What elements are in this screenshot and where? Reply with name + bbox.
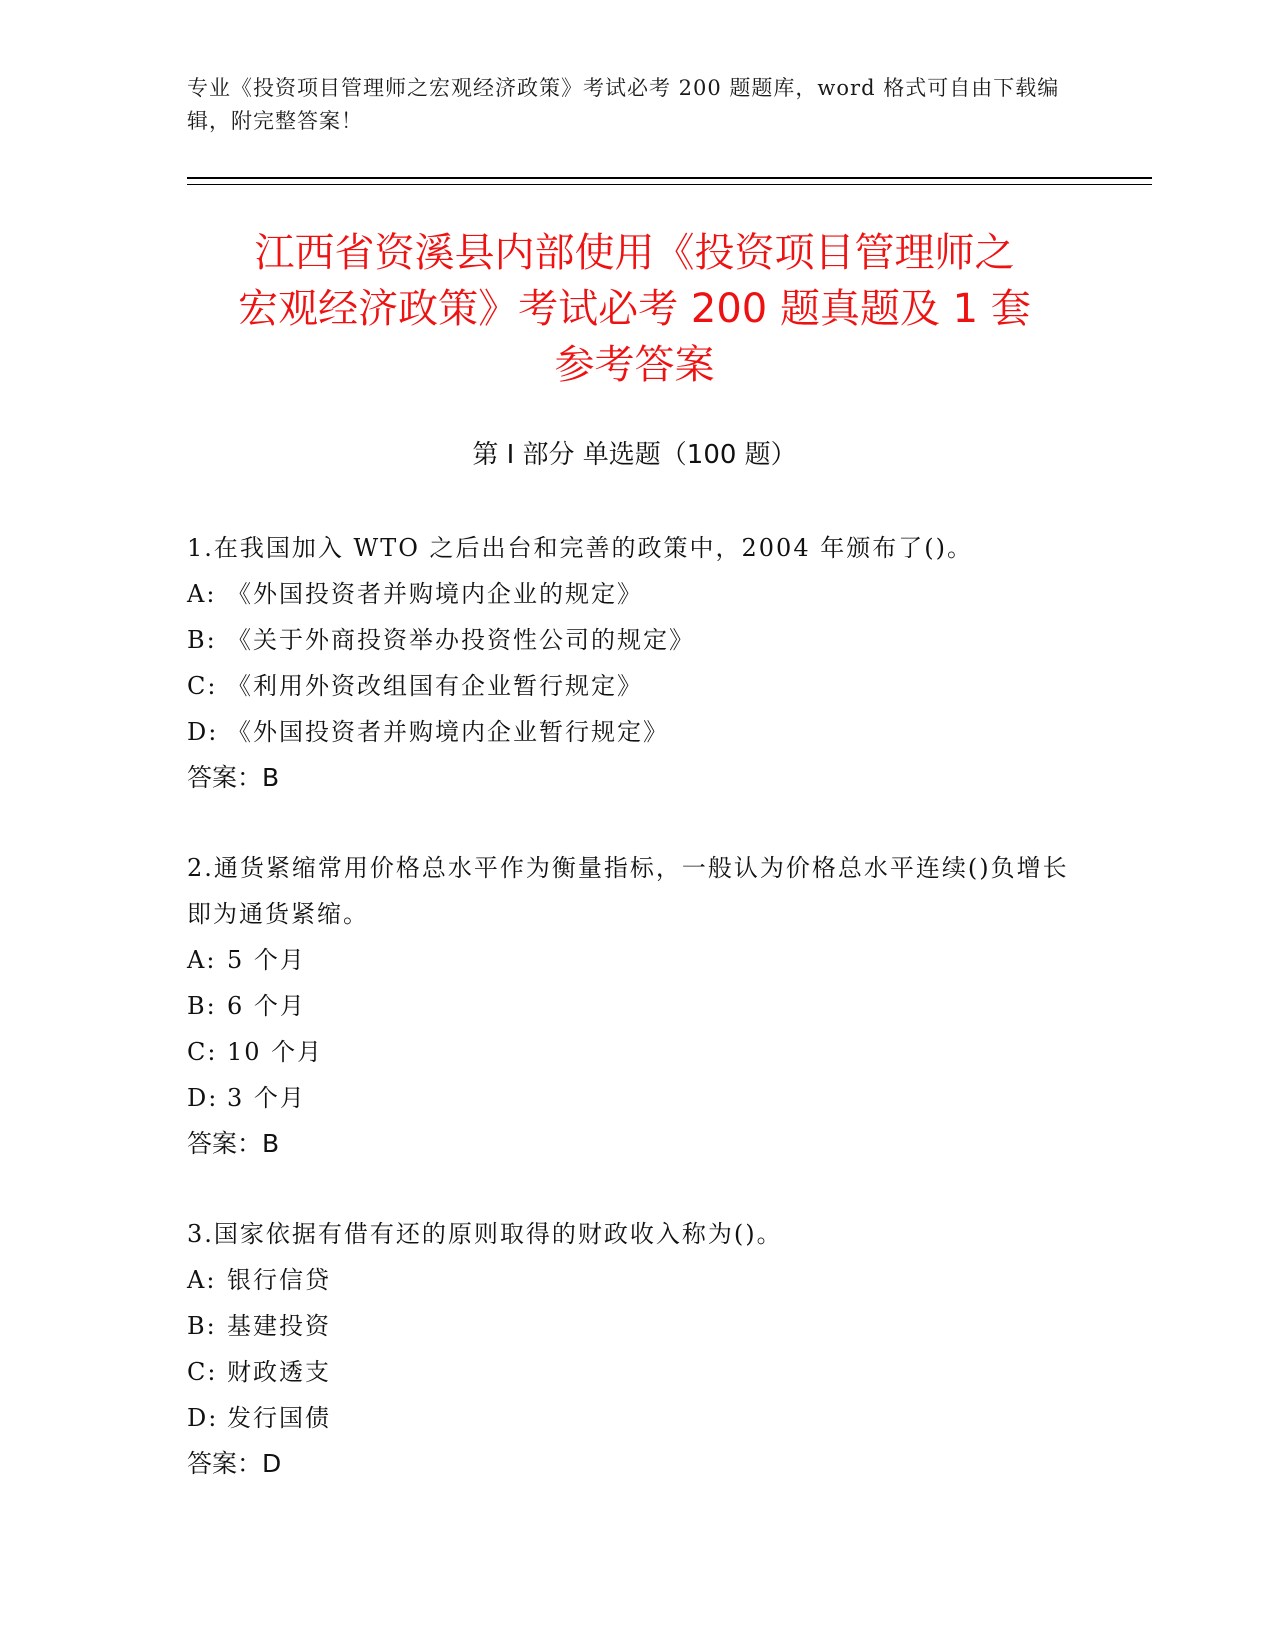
option-text: 银行信贷 (227, 1266, 331, 1294)
question-2 (187, 845, 1087, 1167)
option-text: 《利用外资改组国有企业暂行规定》 (227, 672, 643, 700)
header-rule-thin (187, 184, 1152, 185)
option-d (187, 1075, 1087, 1121)
title-line-1: 江西省资溪县内部使用《投资项目管理师之 (254, 230, 1015, 276)
option-a (187, 937, 1087, 983)
option-letter: A: (187, 1266, 217, 1294)
question-3 (187, 1211, 1087, 1487)
question-1 (187, 525, 1087, 801)
answer-line: 答案：B (187, 763, 280, 792)
option-a (187, 571, 1087, 617)
option-letter: D: (187, 1404, 219, 1432)
option-letter: A: (187, 946, 217, 974)
option-letter: C: (187, 1038, 218, 1066)
option-letter: B: (187, 626, 217, 654)
question-list (187, 525, 1087, 1531)
option-letter: B: (187, 992, 217, 1020)
question-stem: 1.在我国加入 WTO 之后出台和完善的政策中，2004 年颁布了()。 (187, 534, 973, 562)
answer-line: 答案：B (187, 1129, 280, 1158)
document-title (187, 225, 1082, 393)
option-c (187, 1349, 1087, 1395)
option-a (187, 1257, 1087, 1303)
title-line-3: 参考答案 (554, 342, 715, 388)
section-title: 第 I 部分 单选题（100 题） (472, 440, 797, 470)
option-c (187, 1029, 1087, 1075)
option-letter: D: (187, 718, 219, 746)
header-rule-thick (187, 177, 1152, 179)
option-letter: A: (187, 580, 217, 608)
option-letter: C: (187, 1358, 218, 1386)
option-c (187, 663, 1087, 709)
option-text: 《外国投资者并购境内企业暂行规定》 (227, 718, 669, 746)
option-letter: C: (187, 672, 218, 700)
answer-line: 答案：D (187, 1449, 282, 1478)
option-text: 6 个月 (227, 992, 306, 1020)
option-text: 发行国债 (227, 1404, 331, 1432)
option-text: 《关于外商投资举办投资性公司的规定》 (227, 626, 695, 654)
option-text: 3 个月 (227, 1084, 306, 1112)
option-b (187, 1303, 1087, 1349)
option-d (187, 1395, 1087, 1441)
option-text: 《外国投资者并购境内企业的规定》 (227, 580, 643, 608)
option-text: 财政透支 (227, 1358, 331, 1386)
option-letter: D: (187, 1084, 219, 1112)
question-stem: 3.国家依据有借有还的原则取得的财政收入称为()。 (187, 1220, 783, 1248)
option-b (187, 983, 1087, 1029)
option-d (187, 709, 1087, 755)
title-line-2: 宏观经济政策》考试必考 200 题真题及 1 套 (238, 286, 1031, 332)
option-text: 5 个月 (227, 946, 306, 974)
option-letter: B: (187, 1312, 217, 1340)
question-stem: 2.通货紧缩常用价格总水平作为衡量指标，一般认为价格总水平连续()负增长即为通货紧缩。 (187, 854, 1069, 928)
option-text: 基建投资 (227, 1312, 331, 1340)
option-text: 10 个月 (227, 1038, 324, 1066)
option-b (187, 617, 1087, 663)
header-note: 专业《投资项目管理师之宏观经济政策》考试必考 200 题题库，word 格式可自由下载编辑，附完整答案！ (187, 76, 1060, 133)
